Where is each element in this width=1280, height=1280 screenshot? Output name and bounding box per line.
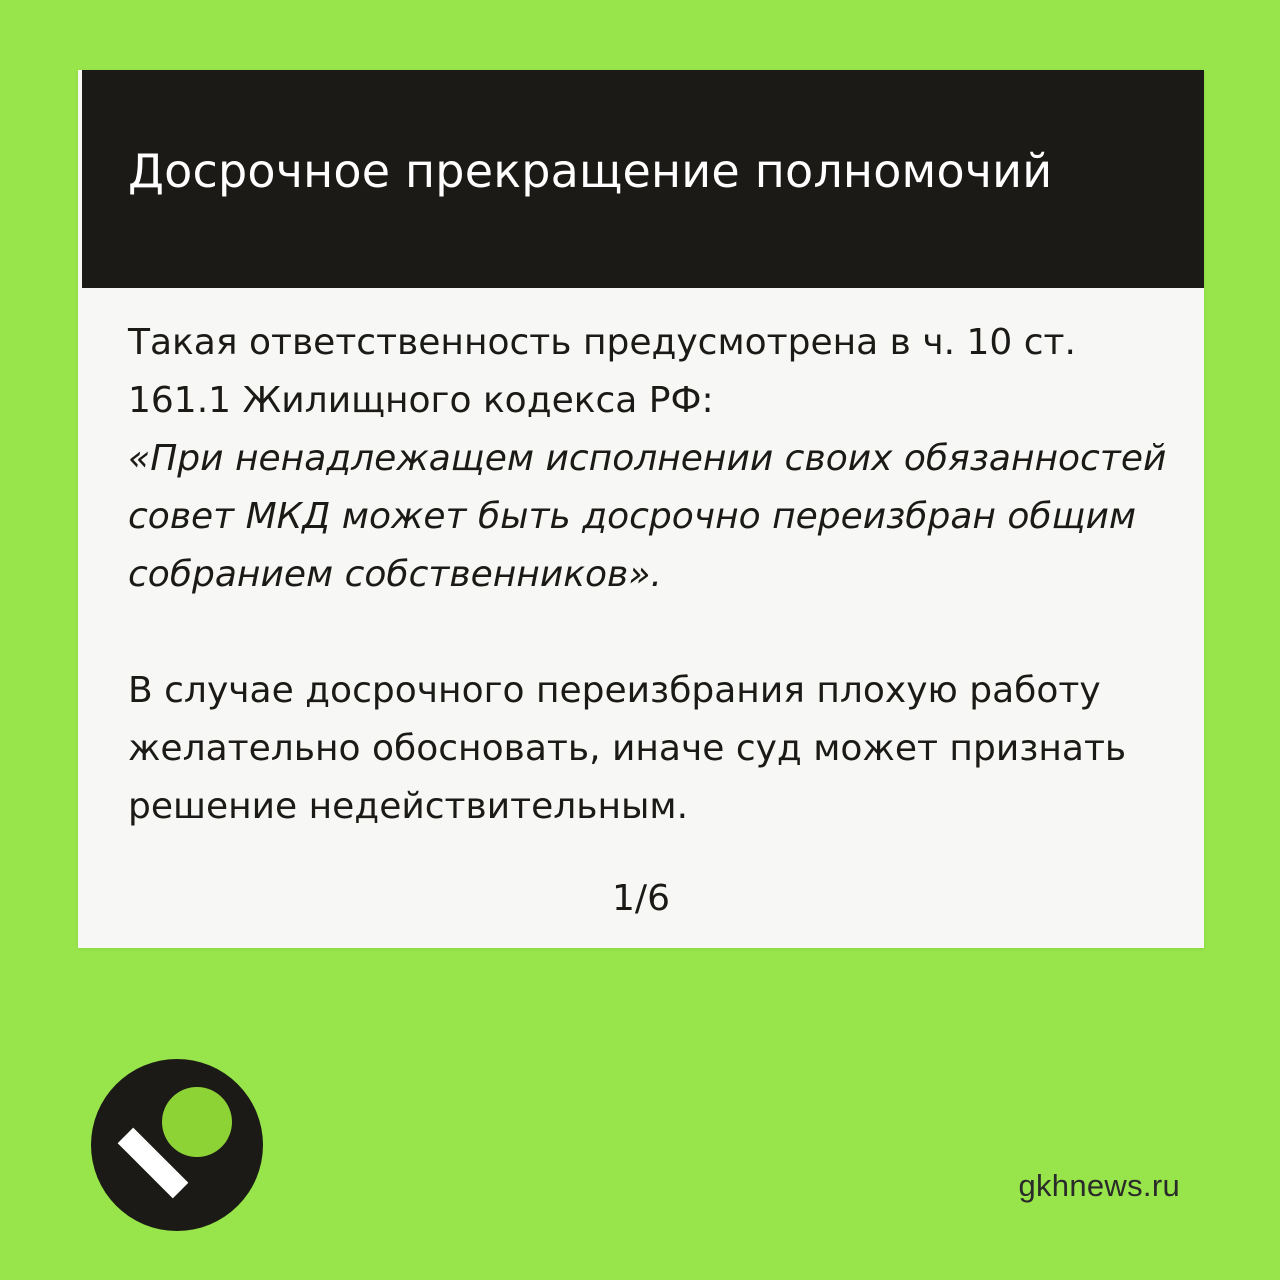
content-body [128,314,1188,836]
page-indicator: 1/6 [612,878,670,919]
gkhnews-logo-icon [90,1058,264,1232]
title-bar [82,70,1204,288]
paragraph-spacer [128,604,1188,662]
site-url: gkhnews.ru [1018,1168,1180,1203]
note-text: В случае досрочного переизбрания плохую работу желательно обосновать, иначе суд может признать решение недействительным. [128,670,1127,827]
intro-text: Такая ответственность предусмотрена в ч. 10 ст. 161.1 Жилищного кодекса РФ: [128,322,1076,421]
law-quote: «При ненадлежащем исполнении своих обязанностей совет МКД может быть досрочно переизбран общим собранием собственников». [128,438,1167,595]
slide-title: Досрочное прекращение полномочий [128,144,1053,198]
content-card [78,70,1204,948]
